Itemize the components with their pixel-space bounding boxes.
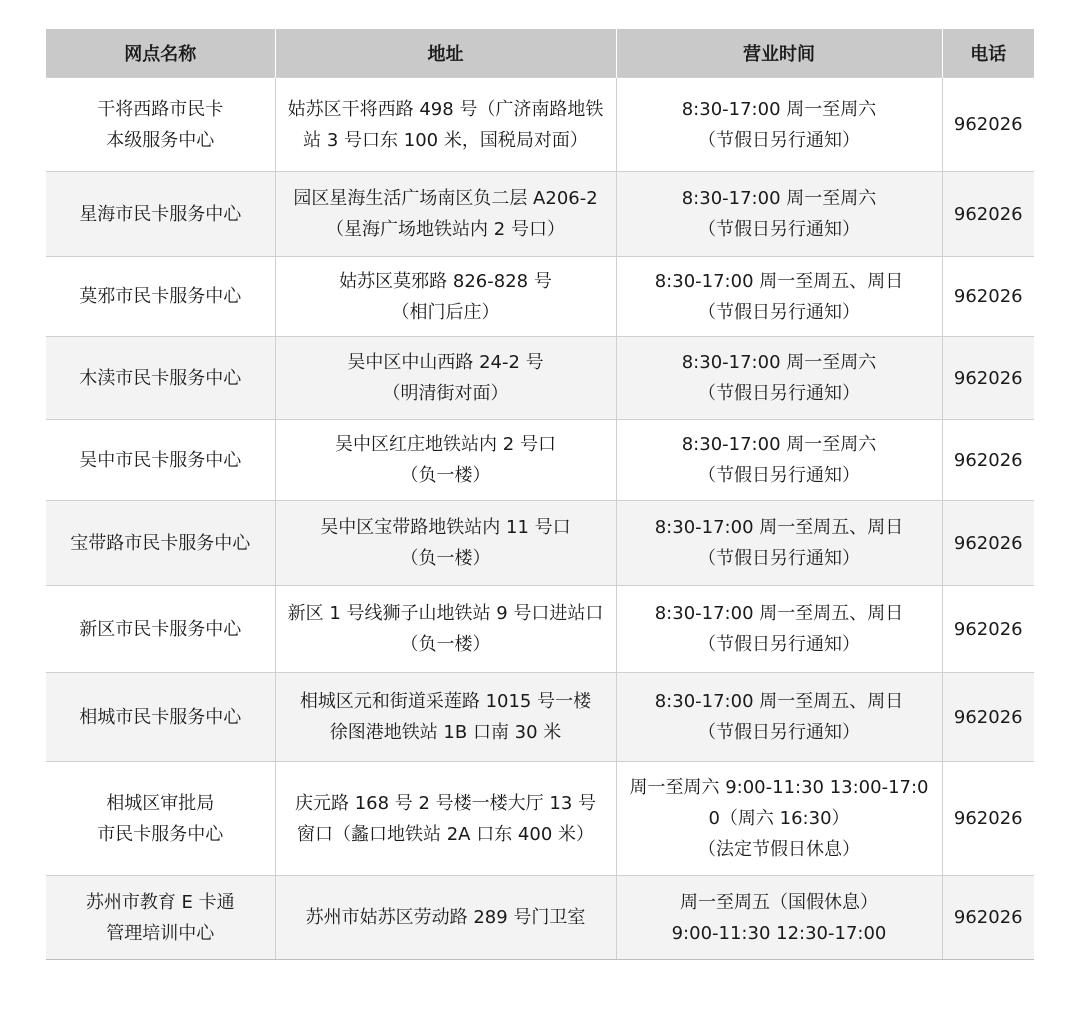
cell-phone: 962026 bbox=[942, 257, 1034, 337]
cell-address: 新区 1 号线狮子山地铁站 9 号口进站口（负一楼） bbox=[275, 586, 616, 673]
header-phone: 电话 bbox=[942, 29, 1034, 78]
service-center-table bbox=[46, 29, 1034, 960]
cell-address: 姑苏区莫邪路 826-828 号 （相门后庄） bbox=[275, 257, 616, 337]
header-name: 网点名称 bbox=[46, 29, 275, 78]
cell-name: 莫邪市民卡服务中心 bbox=[46, 257, 275, 337]
header-hours: 营业时间 bbox=[616, 29, 942, 78]
cell-hours: 8:30-17:00 周一至周六 （节假日另行通知） bbox=[616, 337, 942, 420]
cell-address: 庆元路 168 号 2 号楼一楼大厅 13 号窗口（蠡口地铁站 2A 口东 400 米） bbox=[275, 762, 616, 876]
cell-phone: 962026 bbox=[942, 762, 1034, 876]
table-row bbox=[46, 337, 1034, 420]
table-row bbox=[46, 586, 1034, 673]
cell-name: 木渎市民卡服务中心 bbox=[46, 337, 275, 420]
cell-hours: 8:30-17:00 周一至周六 （节假日另行通知） bbox=[616, 172, 942, 257]
cell-name: 吴中市民卡服务中心 bbox=[46, 420, 275, 501]
cell-phone: 962026 bbox=[942, 337, 1034, 420]
cell-name: 相城区审批局 市民卡服务中心 bbox=[46, 762, 275, 876]
cell-hours: 周一至周六 9:00-11:30 13:00-17:00（周六 16:30） （法定节假日休息） bbox=[616, 762, 942, 876]
cell-phone: 962026 bbox=[942, 586, 1034, 673]
cell-phone: 962026 bbox=[942, 673, 1034, 762]
cell-name: 宝带路市民卡服务中心 bbox=[46, 501, 275, 586]
table-row bbox=[46, 762, 1034, 876]
header-address: 地址 bbox=[275, 29, 616, 78]
cell-address: 相城区元和街道采莲路 1015 号一楼 徐图港地铁站 1B 口南 30 米 bbox=[275, 673, 616, 762]
cell-phone: 962026 bbox=[942, 420, 1034, 501]
table-row bbox=[46, 420, 1034, 501]
cell-hours: 8:30-17:00 周一至周五、周日 （节假日另行通知） bbox=[616, 586, 942, 673]
table-row bbox=[46, 78, 1034, 172]
cell-phone: 962026 bbox=[942, 876, 1034, 960]
cell-phone: 962026 bbox=[942, 501, 1034, 586]
cell-name: 干将西路市民卡 本级服务中心 bbox=[46, 78, 275, 172]
cell-address: 吴中区宝带路地铁站内 11 号口 （负一楼） bbox=[275, 501, 616, 586]
cell-hours: 8:30-17:00 周一至周六 （节假日另行通知） bbox=[616, 420, 942, 501]
table-row bbox=[46, 673, 1034, 762]
table-row bbox=[46, 501, 1034, 586]
cell-hours: 8:30-17:00 周一至周六 （节假日另行通知） bbox=[616, 78, 942, 172]
cell-phone: 962026 bbox=[942, 78, 1034, 172]
cell-name: 星海市民卡服务中心 bbox=[46, 172, 275, 257]
cell-address: 姑苏区干将西路 498 号（广济南路地铁站 3 号口东 100 米，国税局对面） bbox=[275, 78, 616, 172]
cell-address: 苏州市姑苏区劳动路 289 号门卫室 bbox=[275, 876, 616, 960]
cell-phone: 962026 bbox=[942, 172, 1034, 257]
cell-name: 相城市民卡服务中心 bbox=[46, 673, 275, 762]
cell-address: 园区星海生活广场南区负二层 A206-2（星海广场地铁站内 2 号口） bbox=[275, 172, 616, 257]
cell-hours: 周一至周五（国假休息） 9:00-11:30 12:30-17:00 bbox=[616, 876, 942, 960]
cell-name: 苏州市教育 E 卡通 管理培训中心 bbox=[46, 876, 275, 960]
table-row bbox=[46, 876, 1034, 960]
cell-hours: 8:30-17:00 周一至周五、周日 （节假日另行通知） bbox=[616, 673, 942, 762]
table-row bbox=[46, 257, 1034, 337]
cell-name: 新区市民卡服务中心 bbox=[46, 586, 275, 673]
table-row bbox=[46, 172, 1034, 257]
cell-address: 吴中区中山西路 24-2 号 （明清街对面） bbox=[275, 337, 616, 420]
cell-hours: 8:30-17:00 周一至周五、周日 （节假日另行通知） bbox=[616, 257, 942, 337]
cell-address: 吴中区红庄地铁站内 2 号口 （负一楼） bbox=[275, 420, 616, 501]
service-center-table-container bbox=[46, 29, 1034, 960]
cell-hours: 8:30-17:00 周一至周五、周日 （节假日另行通知） bbox=[616, 501, 942, 586]
table-header-row bbox=[46, 29, 1034, 78]
